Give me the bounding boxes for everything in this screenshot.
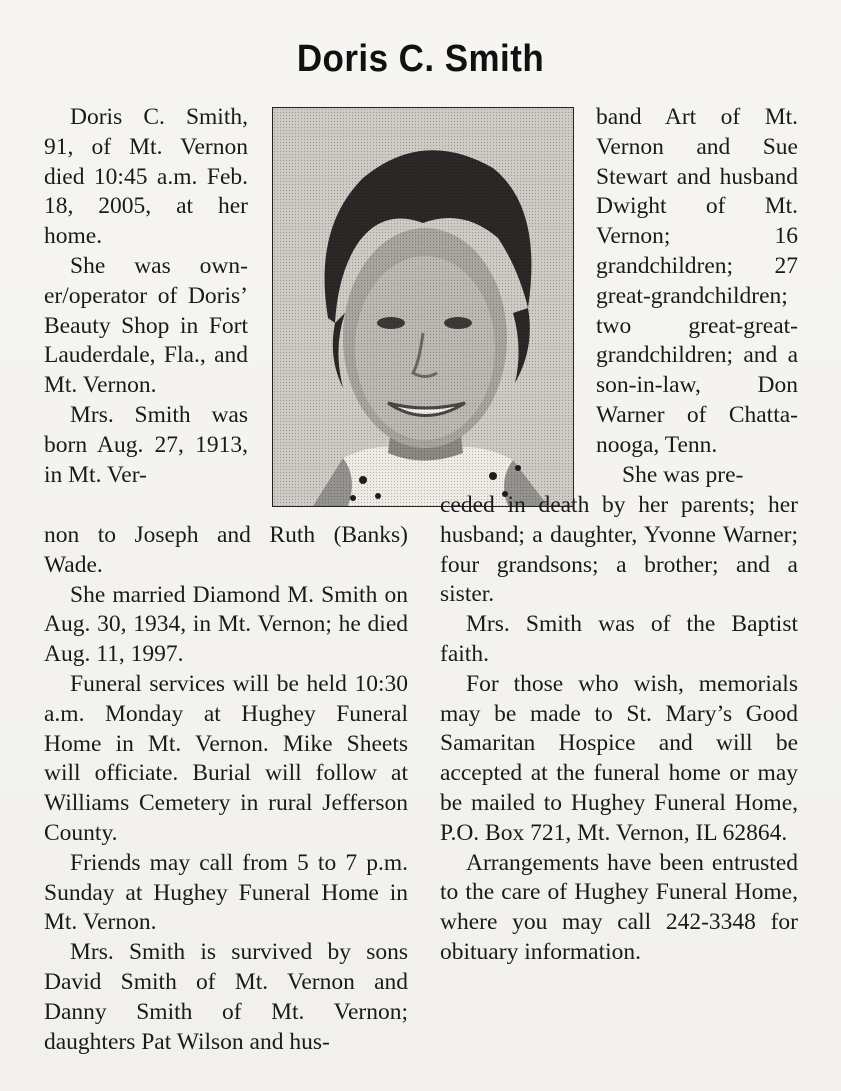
paragraph: Funeral services will be held 10:30 a.m. Monday at Hughey Funeral Home in Mt. Vernon. Mike Sheets will officiate. Burial will follow at Williams Cemetery in rural Jefferson County. bbox=[44, 670, 408, 846]
left-column-lower bbox=[44, 521, 408, 1057]
paragraph: She married Diamond M. Smith on Aug. 30, 1934, in Mt. Vernon; he died Aug. 11, 1997. bbox=[44, 581, 408, 668]
left-column-upper bbox=[44, 103, 248, 490]
paragraph: ceded in death by her parents; her husband; a daughter, Yvonne Warner; four grandsons; a brother; and a sister. bbox=[440, 492, 798, 608]
paragraph: Doris C. Smith, 91, of Mt. Vernon died 10:45 a.m. Feb. 18, 2005, at her home. bbox=[44, 104, 248, 250]
portrait-photo bbox=[272, 107, 574, 507]
paragraph: non to Joseph and Ruth (Banks) Wade. bbox=[44, 522, 408, 578]
paragraph: Mrs. Smith is survived by sons David Smith of Mt. Vernon and Danny Smith of Mt. Vernon; daughters Pat Wilson and hus- bbox=[44, 939, 408, 1055]
paragraph: Friends may call from 5 to 7 p.m. Sunday at Hughey Funeral Home in Mt. Vernon. bbox=[44, 849, 408, 936]
portrait-photo-icon bbox=[273, 108, 573, 506]
paragraph: She was pre- bbox=[622, 461, 744, 488]
paragraph: band Art of Mt. Vernon and Sue Stewart and husband Dwight of Mt. Vernon; 16 grandchildren; 27 great-grandchildren; two great-great-grandchildren; and a son-in-law, Don Warner of Chattanooga, Tenn. bbox=[596, 104, 798, 458]
headline: Doris C. Smith bbox=[296, 38, 545, 80]
paragraph: Mrs. Smith was born Aug. 27, 1913, in Mt. Ver- bbox=[44, 401, 248, 488]
right-column-lower bbox=[440, 491, 798, 968]
paragraph: She was owner/operator of Doris’ Beauty Shop in Fort Lauderdale, Fla., and Mt. Vernon. bbox=[44, 252, 248, 399]
paragraph: Mrs. Smith was of the Baptist faith. bbox=[440, 611, 798, 667]
paragraph: Arrangements have been entrusted to the care of Hughey Funeral Home, where you may call 242-3348 for obituary information. bbox=[440, 849, 798, 965]
right-column-upper bbox=[596, 103, 798, 490]
paragraph: For those who wish, memorials may be made to St. Mary’s Good Samaritan Hospice and will be accepted at the funeral home or may be mailed to Hughey Funeral Home, P.O. Box 721, Mt. Vernon, IL 62864. bbox=[440, 670, 798, 846]
